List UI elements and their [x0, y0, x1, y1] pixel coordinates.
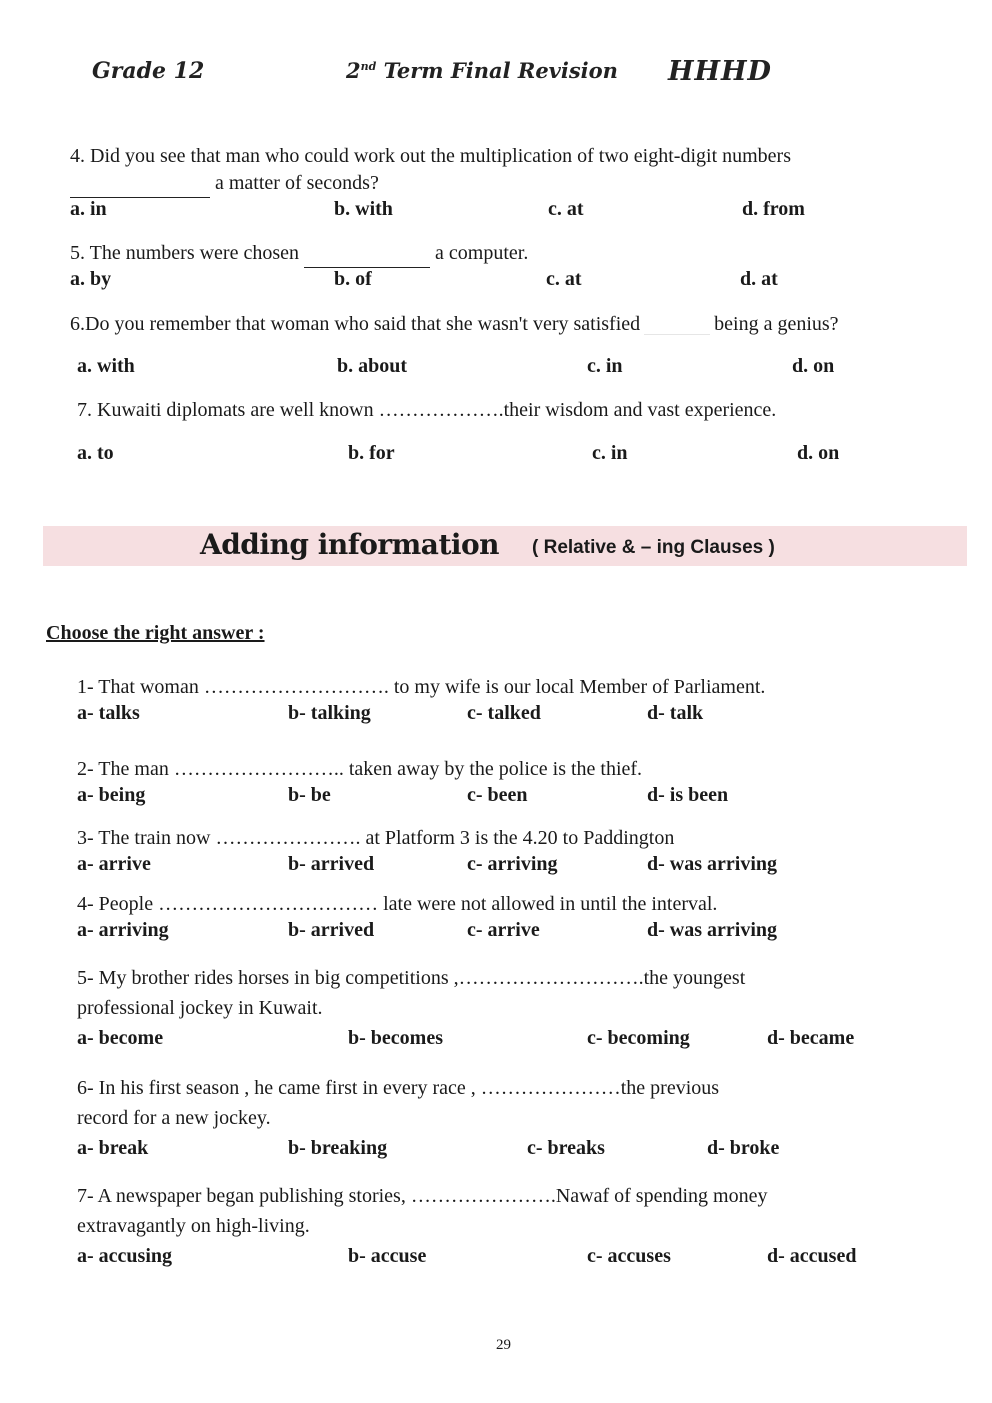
- option-b[interactable]: b- accuse: [348, 1245, 427, 1267]
- option-a[interactable]: a- being: [77, 784, 146, 806]
- option-b[interactable]: b- becomes: [348, 1027, 443, 1049]
- option-c[interactable]: c. in: [592, 442, 628, 464]
- option-a[interactable]: a- become: [77, 1027, 164, 1049]
- option-d[interactable]: d- accused: [767, 1245, 857, 1267]
- section-title: Adding information: [200, 528, 500, 561]
- instruction: Choose the right answer :: [46, 622, 265, 644]
- option-a[interactable]: a. to: [77, 442, 114, 464]
- option-c[interactable]: c. in: [587, 355, 623, 377]
- question-text: [70, 310, 839, 338]
- option-d[interactable]: d. at: [740, 268, 778, 290]
- option-d[interactable]: d- talk: [647, 702, 704, 724]
- option-a[interactable]: a- accusing: [77, 1245, 172, 1267]
- question-text-line2: extravagantly on high-living.: [77, 1215, 310, 1237]
- question-text-after: a computer.: [435, 242, 529, 264]
- question-text: [70, 240, 528, 268]
- header-grade: Grade 12: [92, 58, 205, 84]
- term-suffix: nd: [360, 60, 377, 73]
- option-c[interactable]: c. at: [546, 268, 582, 290]
- option-a[interactable]: a- arrive: [77, 853, 151, 875]
- option-b[interactable]: b. of: [334, 268, 372, 290]
- question-text-line2: record for a new jockey.: [77, 1107, 271, 1129]
- question-text-before: 5. The numbers were chosen: [70, 242, 300, 264]
- page-number: 29: [496, 1337, 511, 1353]
- option-d[interactable]: d- is been: [647, 784, 729, 806]
- option-b[interactable]: b- talking: [288, 702, 371, 724]
- option-c[interactable]: c- been: [467, 784, 528, 806]
- option-b[interactable]: b- arrived: [288, 919, 375, 941]
- question-text: 6- In his first season , he came first in every race , …………………the previous: [77, 1077, 720, 1099]
- question-text: 3- The train now …………………. at Platform 3 is the 4.20 to Paddington: [77, 827, 675, 849]
- question-text-line2: a matter of seconds?: [215, 172, 379, 194]
- option-a[interactable]: a- talks: [77, 702, 140, 724]
- option-c[interactable]: c. at: [548, 198, 584, 220]
- option-b[interactable]: b. with: [334, 198, 393, 220]
- option-c[interactable]: c- arriving: [467, 853, 558, 875]
- question-text: 7. Kuwaiti diplomats are well known ……………….their wisdom and vast experience.: [77, 399, 777, 421]
- question-text-cont: [70, 170, 379, 198]
- option-a[interactable]: a- break: [77, 1137, 149, 1159]
- question-text: 5- My brother rides horses in big competitions ,……………………….the youngest: [77, 967, 746, 989]
- answer-blank: [70, 170, 210, 198]
- option-d[interactable]: d- became: [767, 1027, 855, 1049]
- option-c[interactable]: c- arrive: [467, 919, 540, 941]
- option-b[interactable]: b- breaking: [288, 1137, 388, 1159]
- option-c[interactable]: c- accuses: [587, 1245, 671, 1267]
- answer-blank: [304, 240, 430, 268]
- option-a[interactable]: a. with: [77, 355, 135, 377]
- term-number: 2: [346, 58, 361, 83]
- option-c[interactable]: c- breaks: [527, 1137, 605, 1159]
- option-d[interactable]: d- was arriving: [647, 853, 777, 875]
- option-a[interactable]: a. by: [70, 268, 112, 290]
- option-b[interactable]: b- be: [288, 784, 331, 806]
- question-text: 4- People …………………………… late were not allowed in until the interval.: [77, 893, 718, 915]
- option-a[interactable]: a- arriving: [77, 919, 169, 941]
- answer-blank: [644, 310, 710, 335]
- question-text: 4. Did you see that man who could work out the multiplication of two eight-digit numbers: [70, 145, 791, 167]
- option-a[interactable]: a. in: [70, 198, 107, 220]
- header-code: HHHD: [668, 56, 772, 87]
- option-d[interactable]: d- was arriving: [647, 919, 777, 941]
- option-d[interactable]: d- broke: [707, 1137, 780, 1159]
- section-banner: [43, 526, 967, 566]
- question-text: 1- That woman ………………………. to my wife is our local Member of Parliament.: [77, 676, 766, 698]
- question-text-after: being a genius?: [714, 313, 839, 335]
- option-d[interactable]: d. on: [797, 442, 840, 464]
- option-c[interactable]: c- talked: [467, 702, 541, 724]
- header-term: [346, 58, 618, 83]
- option-b[interactable]: b. for: [348, 442, 395, 464]
- question-text: 7- A newspaper began publishing stories, ………………….Nawaf of spending money: [77, 1185, 768, 1207]
- term-text: Term Final Revision: [383, 58, 618, 83]
- section-subtitle: ( Relative & – ing Clauses ): [532, 537, 775, 558]
- question-text-before: 6.Do you remember that woman who said that she wasn't very satisfied: [70, 313, 641, 335]
- question-text: 2- The man …………………….. taken away by the police is the thief.: [77, 758, 643, 780]
- option-c[interactable]: c- becoming: [587, 1027, 690, 1049]
- option-d[interactable]: d. on: [792, 355, 835, 377]
- option-d[interactable]: d. from: [742, 198, 805, 220]
- option-b[interactable]: b- arrived: [288, 853, 375, 875]
- option-b[interactable]: b. about: [337, 355, 408, 377]
- question-text-line2: professional jockey in Kuwait.: [77, 997, 323, 1019]
